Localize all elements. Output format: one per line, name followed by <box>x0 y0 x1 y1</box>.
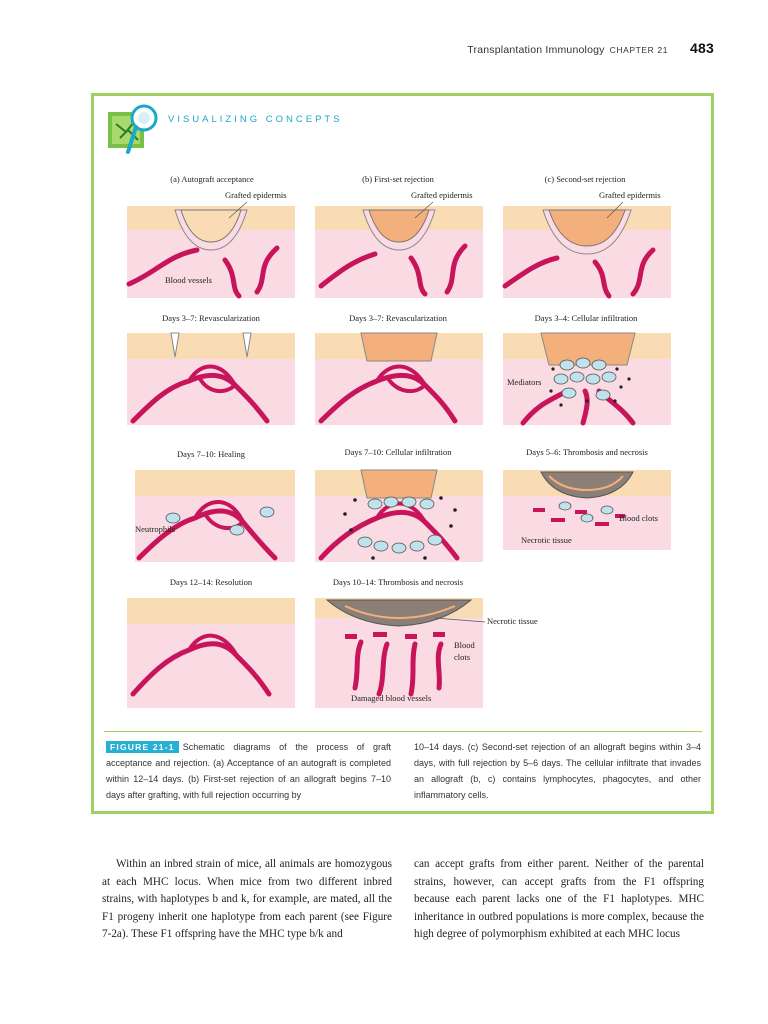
panel-a-healing <box>135 470 295 562</box>
body-paragraph-right: can accept grafts from either parent. Neither of the parental strains, however, can accept grafts from the F1 offspring because each parent lacks one of the F1 haplotypes. MHC inheritance in outbred populations is more complex, because the high degree of polymorphism exhibited at each MHC locus <box>414 858 704 940</box>
stage-a1: Days 3–7: Revascularization <box>162 313 260 323</box>
label-grafted-epidermis-c: Grafted epidermis <box>599 190 661 200</box>
stage-a2: Days 7–10: Healing <box>177 449 245 459</box>
label-necrotic-tissue-b-wrap <box>487 614 567 628</box>
body-paragraph-left: Within an inbred strain of mice, all animals are homozygous at each MHC locus. When mice from two different inbred strains, with haplotypes b and k, for example, are mated, all the F1 progeny inherit one haplotype from each parent (see Figure 7-2a). These F1 offspring have the MHC type b/k and <box>102 858 392 940</box>
caption-rule <box>104 731 702 732</box>
caption-right: 10–14 days. (c) Second-set rejection of an allograft begins within 3–4 days, with full rejection by 5–6 days. The cellular infiltrate that invades an allograft (b, c) contains lymphocytes, phagocytes, and other inflammatory cells. <box>414 742 701 800</box>
label-necrotic-tissue-c: Necrotic tissue <box>521 535 572 545</box>
panel-a-revascularization <box>127 333 295 425</box>
label-necrotic-tissue-b: Necrotic tissue <box>487 616 538 626</box>
chapter-label: CHAPTER 21 <box>609 45 669 55</box>
page-number: 483 <box>690 40 714 56</box>
label-grafted-epidermis-a: Grafted epidermis <box>225 190 287 200</box>
visualizing-concepts-banner: VISUALIZING CONCEPTS <box>168 114 343 125</box>
panel-b-necrosis <box>315 598 483 708</box>
panel-c-graft <box>503 188 671 298</box>
figure-label: FIGURE 21-1 <box>106 741 179 753</box>
panel-b-revascularization <box>315 333 483 425</box>
heading-autograft: (a) Autograft acceptance <box>170 174 254 184</box>
stage-b1: Days 3–7: Revascularization <box>349 313 447 323</box>
stage-c2: Days 5–6: Thrombosis and necrosis <box>526 447 648 457</box>
label-damaged-blood-vessels: Damaged blood vessels <box>351 693 432 703</box>
stage-b3: Days 10–14: Thrombosis and necrosis <box>332 577 464 587</box>
stage-a3: Days 12–14: Resolution <box>169 577 253 587</box>
label-grafted-epidermis-b: Grafted epidermis <box>411 190 473 200</box>
heading-first-set: (b) First-set rejection <box>362 174 434 184</box>
panel-c-infiltration <box>503 333 671 425</box>
panel-c-necrosis <box>503 470 671 550</box>
label-neutrophils: Neutrophils <box>135 524 176 534</box>
label-blood-clots-c: Blood clots <box>619 513 658 523</box>
panel-b-graft <box>315 188 483 298</box>
panel-b-infiltration <box>315 470 483 562</box>
heading-second-set: (c) Second-set rejection <box>544 174 626 184</box>
label-clots: clots <box>454 652 471 662</box>
label-mediators: Mediators <box>507 377 542 387</box>
label-blood: Blood <box>454 640 475 650</box>
caption-left-text: Schematic diagrams of the process of graft acceptance and rejection. (a) Acceptance of an autograft is completed within 12–14 days. (b) First-set rejection of an allograft begins 7–10 days after grafting, with full rejection occurring by <box>106 742 391 800</box>
panel-a-resolution <box>127 598 295 708</box>
stage-c1: Days 3–4: Cellular infiltration <box>534 313 638 323</box>
stage-b2: Days 7–10: Cellular infiltration <box>344 447 452 457</box>
panel-a-graft <box>127 188 295 298</box>
running-title: Transplantation Immunology <box>467 44 605 56</box>
caption-left <box>106 739 391 803</box>
label-blood-vessels: Blood vessels <box>165 275 212 285</box>
